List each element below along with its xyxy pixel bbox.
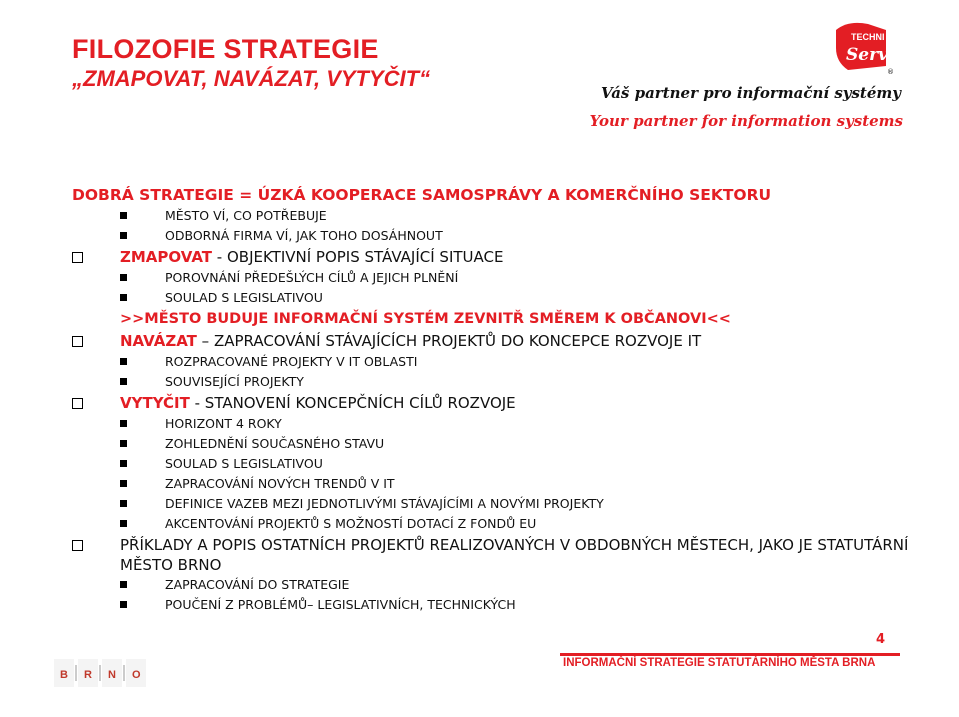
list-item: POROVNÁNÍ PŘEDEŠLÝCH CÍLŮ A JEJICH PLNĚNÍ [72,268,932,288]
tagline-cz: Váš partner pro informační systémy [600,84,901,102]
page-title: FILOZOFIE STRATEGIE [72,34,379,64]
square-bullet-icon [120,232,127,239]
list-item: AKCENTOVÁNÍ PROJEKTŮ S MOŽNOSTÍ DOTACÍ Z FONDŮ EU [72,514,932,534]
page-number: 4 [876,632,886,647]
section-heading: DOBRÁ STRATEGIE = ÚZKÁ KOOPERACE SAMOSPRÁVY A KOMERČNÍHO SEKTORU [72,186,772,204]
brno-letter-r: R [84,669,92,681]
list-item: ROZPRACOVANÉ PROJEKTY V IT OBLASTI [72,352,932,372]
square-bullet-icon [120,520,127,527]
square-bullet-icon [120,500,127,507]
footer-text: INFORMAČNÍ STRATEGIE STATUTÁRNÍHO MĚSTA BRNA [563,657,876,669]
logo-text-top: TECHNI [851,32,885,42]
page-subtitle: „ZMAPOVAT, NAVÁZAT, VYTYČIT“ [72,66,431,91]
list-item: SOULAD S LEGISLATIVOU [72,454,932,474]
brno-letter-o: O [132,669,141,681]
brno-letter-b: B [60,669,68,681]
section-vytycit: VYTYČIT - STANOVENÍ KONCEPČNÍCH CÍLŮ ROZVOJE [72,393,932,414]
hollow-square-bullet-icon [72,252,83,263]
hollow-square-bullet-icon [72,398,83,409]
square-bullet-icon [120,440,127,447]
brno-logo [40,643,158,705]
footer-divider [560,653,900,656]
square-bullet-icon [120,460,127,467]
logo-text-bottom: Serv [846,45,888,65]
square-bullet-icon [120,601,127,608]
section-navazat: NAVÁZAT – ZAPRACOVÁNÍ STÁVAJÍCÍCH PROJEKTŮ DO KONCEPCE ROZVOJE IT [72,331,932,352]
list-item: POUČENÍ Z PROBLÉMŮ– LEGISLATIVNÍCH, TECHNICKÝCH [72,595,932,615]
square-bullet-icon [120,358,127,365]
square-bullet-icon [120,581,127,588]
tagline-en: Your partner for information systems [589,112,903,130]
square-bullet-icon [120,378,127,385]
list-item: HORIZONT 4 ROKY [72,414,932,434]
list-item: ZAPRACOVÁNÍ NOVÝCH TRENDŮ V IT [72,474,932,494]
square-bullet-icon [120,420,127,427]
brno-letter-n: N [108,669,116,681]
square-bullet-icon [120,294,127,301]
list-item: MĚSTO VÍ, CO POTŘEBUJE [72,206,932,226]
techniserv-logo [828,18,898,78]
logo-registered-mark: ® [887,68,894,76]
accent-line: >>MĚSTO BUDUJE INFORMAČNÍ SYSTÉM ZEVNITŘ SMĚREM K OBČANOVI<< [120,311,731,327]
square-bullet-icon [120,480,127,487]
square-bullet-icon [120,274,127,281]
main-content [72,184,932,615]
hollow-square-bullet-icon [72,540,83,551]
square-bullet-icon [120,212,127,219]
list-item: ZAPRACOVÁNÍ DO STRATEGIE [72,575,932,595]
section-zmapovat: ZMAPOVAT - OBJEKTIVNÍ POPIS STÁVAJÍCÍ SITUACE [72,247,932,268]
section-priklady: PŘÍKLADY A POPIS OSTATNÍCH PROJEKTŮ REALIZOVANÝCH V OBDOBNÝCH MĚSTECH, JAKO JE STATUTÁRNÍ MĚSTO BRNO [72,535,932,575]
hollow-square-bullet-icon [72,336,83,347]
list-item: SOULAD S LEGISLATIVOU [72,288,932,308]
list-item: SOUVISEJÍCÍ PROJEKTY [72,372,932,392]
list-item: ODBORNÁ FIRMA VÍ, JAK TOHO DOSÁHNOUT [72,226,932,246]
list-item: ZOHLEDNĚNÍ SOUČASNÉHO STAVU [72,434,932,454]
list-item: DEFINICE VAZEB MEZI JEDNOTLIVÝMI STÁVAJÍCÍMI A NOVÝMI PROJEKTY [72,494,932,514]
